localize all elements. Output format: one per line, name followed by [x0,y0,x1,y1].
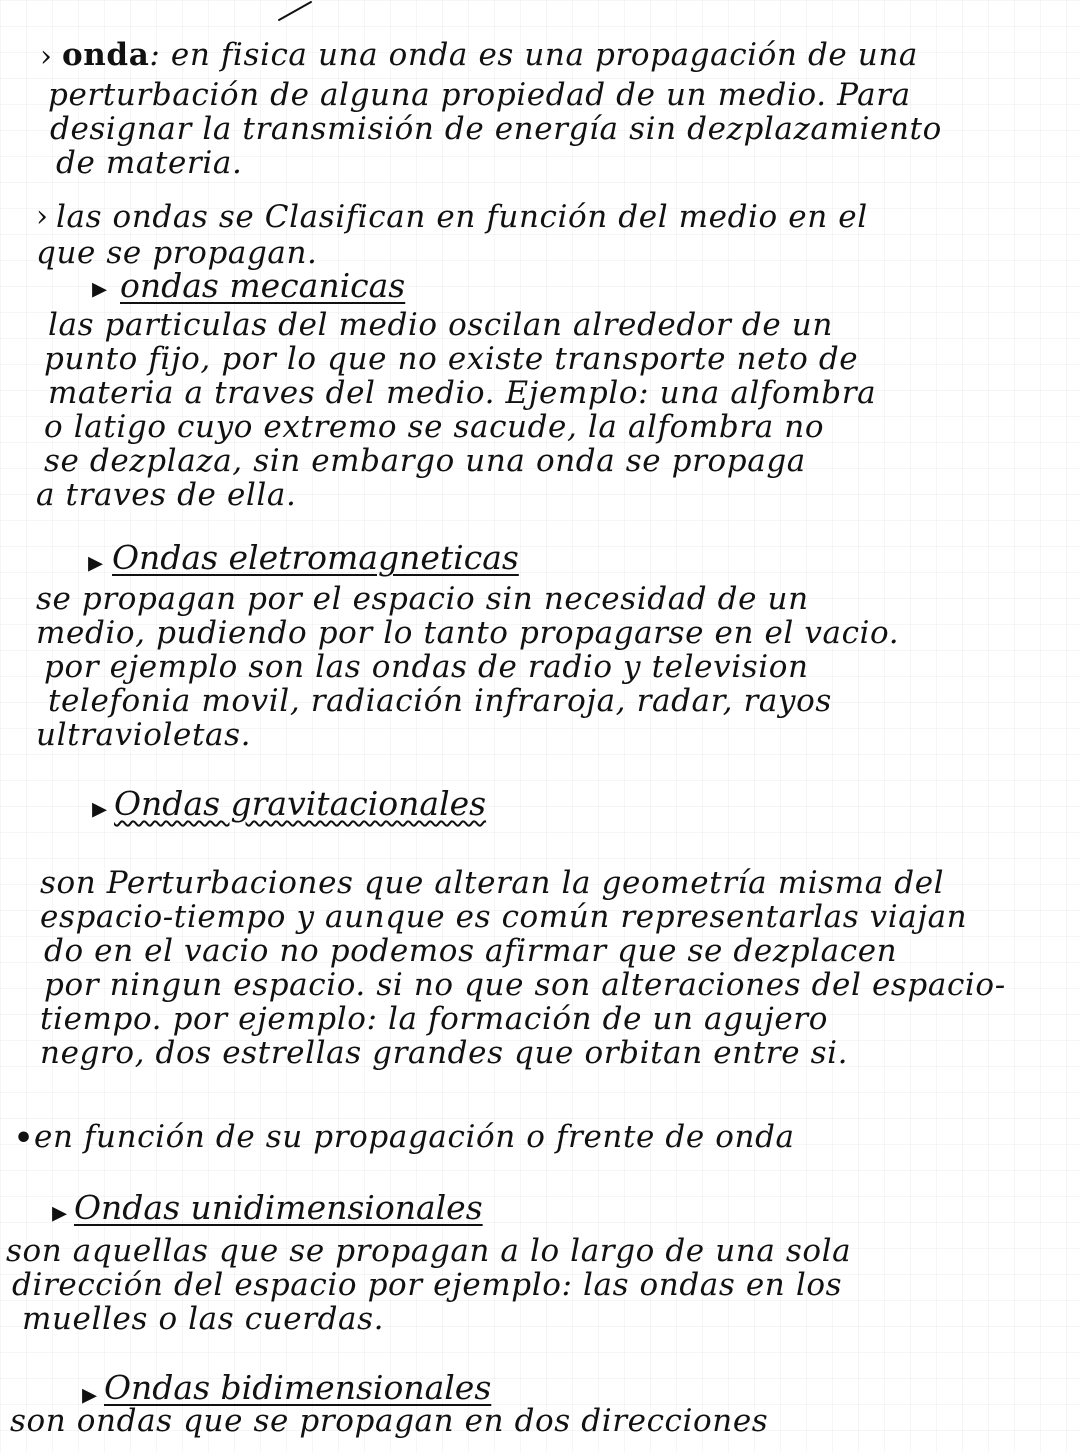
bullet-arrow: ▸ [52,1195,68,1230]
onda-def-4: de materia. [56,145,243,181]
bullet-dot: • [14,1121,34,1156]
mecanicas-line-5: se dezplaza, sin embargo una onda se propaga [44,443,806,479]
mecanicas-line-3: materia a traves del medio. Ejemplo: una alfombra [48,375,877,411]
mecanicas-line-4: o latigo cuyo extremo se sacude, la alfombra no [44,409,825,445]
gravitacionales-line-6: negro, dos estrellas grandes que orbitan entre si. [40,1035,849,1071]
pen-stroke-mark [275,0,315,22]
onda-term: onda [62,37,150,73]
bullet-arrow: ▸ [92,791,108,826]
gravitacionales-line-3: do en el vacio no podemos afirmar que se dezplacen [44,933,898,969]
bullet-arrow: › [40,39,52,74]
unidimensionales-line-3: muelles o las cuerdas. [22,1301,385,1337]
bullet-arrow: › [36,199,48,234]
electromagneticas-line-3: por ejemplo son las ondas de radio y television [44,649,809,685]
bullet-arrow: ▸ [88,545,104,580]
onda-line-1 [62,38,918,72]
electromagneticas-line-1: se propagan por el espacio sin necesidad de un [36,581,809,617]
bullet-arrow: ▸ [92,271,108,306]
mecanicas-line-1: las particulas del medio oscilan alrededor de un [48,307,833,343]
gravitacionales-line-4: por ningun espacio. si no que son alteraciones del espacio- [44,967,1006,1003]
heading-ondas-bidimensionales: Ondas bidimensionales [104,1368,492,1407]
mecanicas-line-6: a traves de ella. [36,477,297,513]
gravitacionales-line-1: son Perturbaciones que alteran la geometría misma del [40,865,945,901]
onda-def-2: perturbación de alguna propiedad de un medio. Para [48,77,911,113]
heading-ondas-electromagneticas: Ondas eletromagneticas [112,538,519,577]
heading-ondas-gravitacionales: Ondas gravitacionales [114,784,487,823]
gravitacionales-line-5: tiempo. por ejemplo: la formación de un agujero [40,1001,828,1037]
bullet-arrow: ▸ [82,1377,98,1412]
heading-ondas-mecanicas: ondas mecanicas [120,266,406,305]
clasificacion-frente: en función de su propagación o frente de onda [34,1119,795,1155]
gravitacionales-line-2: espacio-tiempo y aunque es común representarlas viajan [40,899,968,935]
bidimensionales-line-1: son ondas que se propagan en dos direcciones [10,1403,769,1439]
clasificacion-medio-2: que se propagan. [36,235,318,271]
onda-def-3: designar la transmisión de energía sin dezplazamiento [50,111,942,147]
heading-ondas-unidimensionales: Ondas unidimensionales [74,1188,483,1227]
unidimensionales-line-1: son aquellas que se propagan a lo largo de una sola [6,1233,852,1269]
electromagneticas-line-4: telefonia movil, radiación infraroja, radar, rayos [48,683,832,719]
mecanicas-line-2: punto fijo, por lo que no existe transporte neto de [44,341,859,377]
electromagneticas-line-5: ultravioletas. [36,717,252,753]
unidimensionales-line-2: dirección del espacio por ejemplo: las ondas en los [12,1267,843,1303]
onda-def-1: : en fisica una onda es una propagación de una [149,37,919,73]
electromagneticas-line-2: medio, pudiendo por lo tanto propagarse en el vacio. [36,615,900,651]
clasificacion-medio-1: las ondas se Clasifican en función del medio en el [56,199,868,235]
